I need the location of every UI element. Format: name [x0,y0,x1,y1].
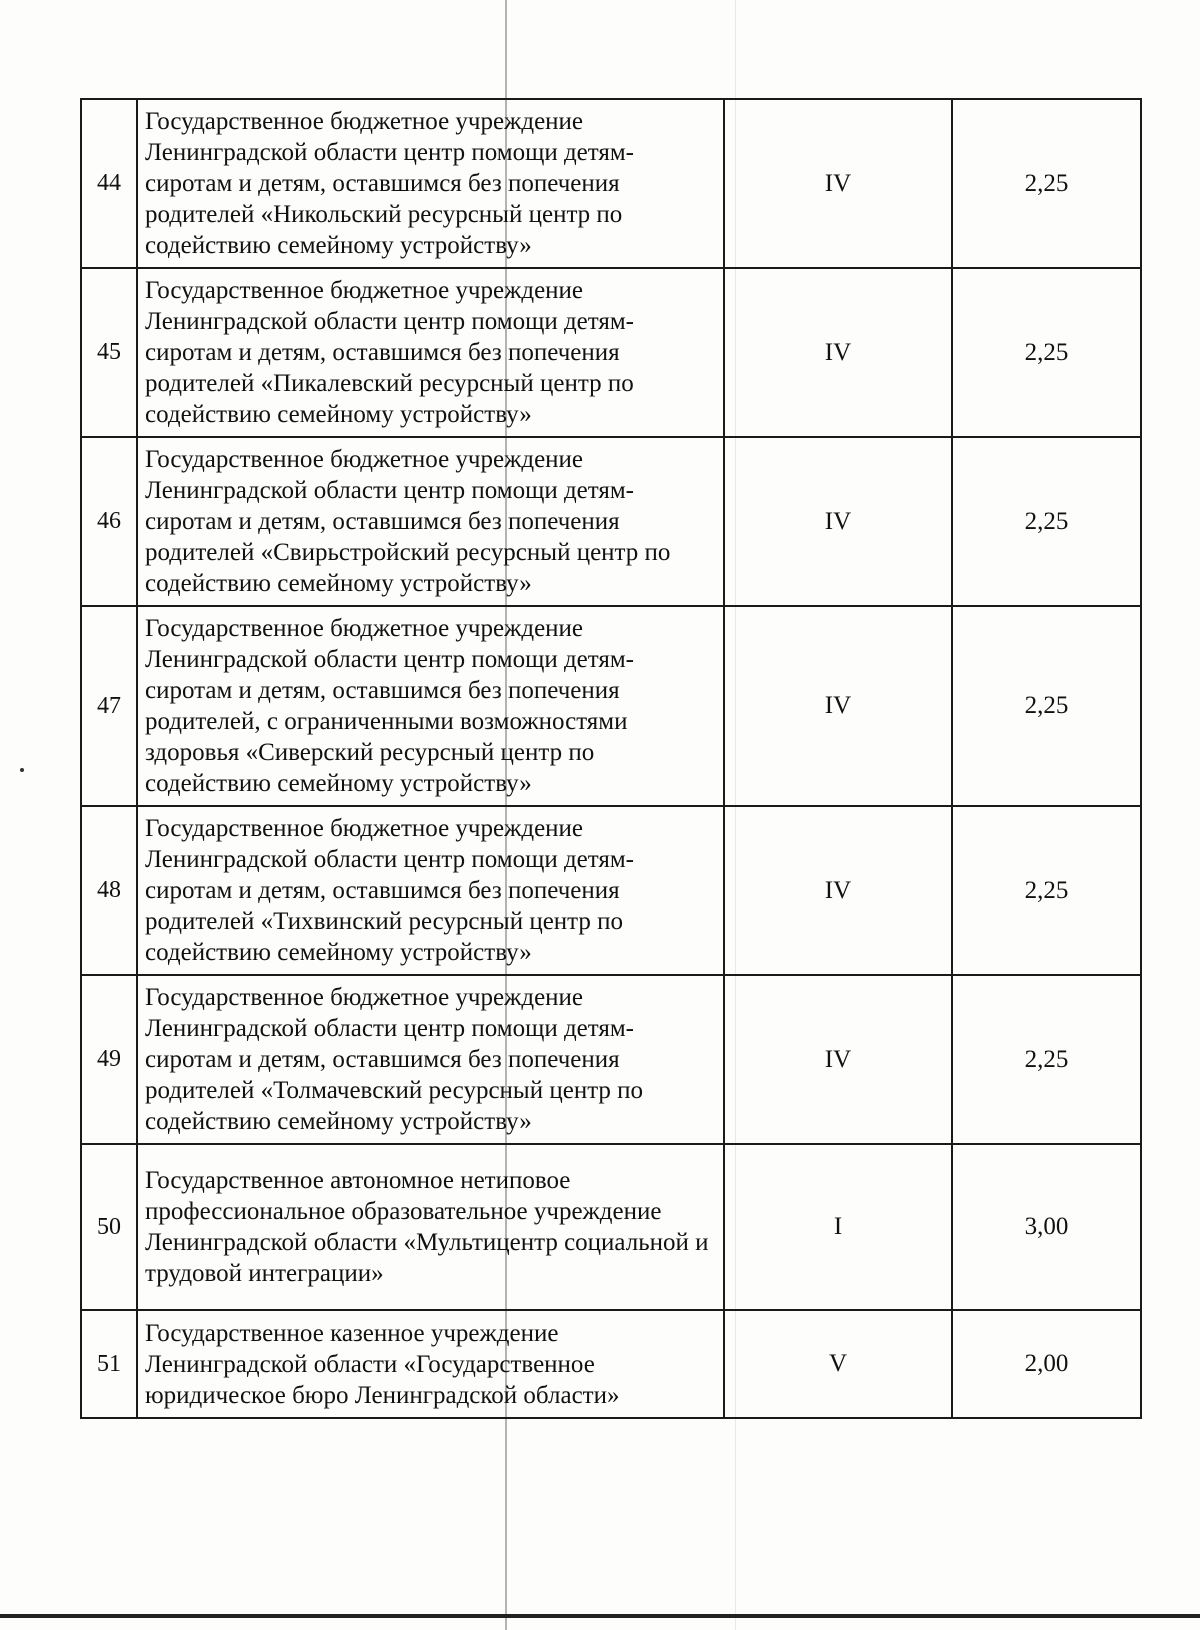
group-value: I [724,1144,952,1310]
table-row [81,1144,1141,1310]
institutions-table [80,98,1142,1419]
institution-name: Государственное бюджетное учреждение Ленинградской области центр помощи детям-сиротам и детям, оставшимся без попечения родителей, с ограниченными возможностями здоровья «Сиверский ресурсный центр по содействию семейному устройству» [137,606,724,806]
row-number: 51 [81,1310,137,1418]
table-row [81,437,1141,606]
group-value: IV [724,437,952,606]
table-row [81,99,1141,268]
page-bottom-edge [0,1614,1200,1618]
coefficient-value: 2,00 [952,1310,1141,1418]
row-number: 47 [81,606,137,806]
institution-name: Государственное казенное учреждение Ленинградской области «Государственное юридическое бюро Ленинградской области» [137,1310,724,1418]
institution-name: Государственное бюджетное учреждение Ленинградской области центр помощи детям-сиротам и детям, оставшимся без попечения родителей «Свирьстройский ресурсный центр по содействию семейному устройству» [137,437,724,606]
table-row [81,606,1141,806]
coefficient-value: 2,25 [952,806,1141,975]
coefficient-value: 3,00 [952,1144,1141,1310]
institution-name: Государственное бюджетное учреждение Ленинградской области центр помощи детям-сиротам и детям, оставшимся без попечения родителей «Толмачевский ресурсный центр по содействию семейному устройству» [137,975,724,1144]
institution-name: Государственное бюджетное учреждение Ленинградской области центр помощи детям-сиротам и детям, оставшимся без попечения родителей «Тихвинский ресурсный центр по содействию семейному устройству» [137,806,724,975]
row-number: 46 [81,437,137,606]
coefficient-value: 2,25 [952,437,1141,606]
institution-name: Государственное автономное нетиповое профессиональное образовательное учреждение Ленинградской области «Мультицентр социальной и трудовой интеграции» [137,1144,724,1310]
row-number: 49 [81,975,137,1144]
table-row [81,268,1141,437]
coefficient-value: 2,25 [952,268,1141,437]
institution-name: Государственное бюджетное учреждение Ленинградской области центр помощи детям-сиротам и детям, оставшимся без попечения родителей «Пикалевский ресурсный центр по содействию семейному устройству» [137,268,724,437]
table-row [81,1310,1141,1418]
group-value: IV [724,606,952,806]
group-value: IV [724,975,952,1144]
coefficient-value: 2,25 [952,99,1141,268]
row-number: 45 [81,268,137,437]
group-value: V [724,1310,952,1418]
table-row [81,806,1141,975]
row-number: 48 [81,806,137,975]
group-value: IV [724,806,952,975]
group-value: IV [724,99,952,268]
table-row [81,975,1141,1144]
row-number: 44 [81,99,137,268]
group-value: IV [724,268,952,437]
institution-name: Государственное бюджетное учреждение Ленинградской области центр помощи детям-сиротам и детям, оставшимся без попечения родителей «Никольский ресурсный центр по содействию семейному устройству» [137,99,724,268]
coefficient-value: 2,25 [952,975,1141,1144]
scan-speck [20,768,24,772]
coefficient-value: 2,25 [952,606,1141,806]
row-number: 50 [81,1144,137,1310]
